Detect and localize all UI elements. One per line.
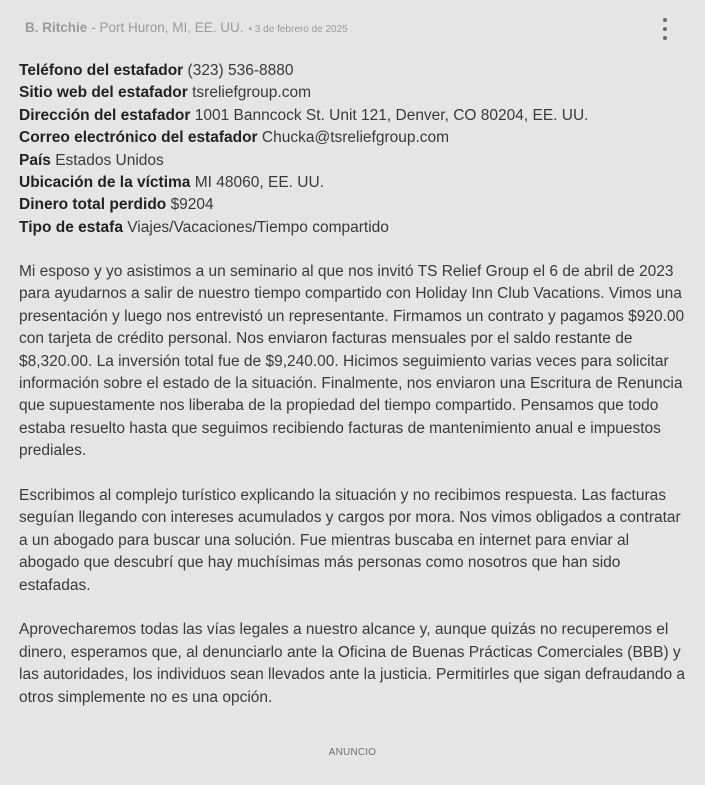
detail-value: Chucka@tsreliefgroup.com xyxy=(261,129,450,147)
story-paragraph: Aprovecharemos todas las vías legales a nuestro alcance y, aunque quizás no recuperemos el dinero, esperamos que, al denunciarlo ante la Oficina de Buenas Prácticas Comerciales (BBB) y las autoridades, los individuos sean llevados ante la justicia. Permitirles que sigan defraudando a otros simplemente no es una opción. xyxy=(19,621,686,706)
detail-value: $9204 xyxy=(170,196,214,214)
detail-value: Estados Unidos xyxy=(55,151,164,169)
detail-row-scammer-email xyxy=(19,127,689,149)
detail-label: Correo electrónico del estafador xyxy=(19,129,258,147)
post-date: • 3 de febrero de 2025 xyxy=(248,24,348,35)
author-location: - Port Huron, MI, EE. UU. xyxy=(91,20,244,35)
detail-row-country xyxy=(19,150,689,172)
ad-label: ANUNCIO xyxy=(328,747,377,758)
menu-dot xyxy=(663,27,667,31)
scam-details xyxy=(19,60,689,239)
detail-row-scammer-phone xyxy=(19,60,689,82)
story-paragraph: Escribimos al complejo turístico explicando la situación y no recibimos respuesta. Las facturas seguían llegando con intereses acumulados y cargos por mora. Nos vimos obligados a contratar a un abogado para buscar una solución. Fue mientras buscaba en internet para enviar al abogado que descubrí que hay muchísimas más personas como nosotros que han sido estafadas. xyxy=(19,487,681,594)
detail-row-victim-location xyxy=(19,172,689,194)
author-name[interactable]: B. Ritchie xyxy=(25,20,88,35)
post-header xyxy=(25,20,665,42)
menu-dot xyxy=(663,18,667,22)
detail-row-money-lost xyxy=(19,194,689,216)
more-vertical-icon[interactable] xyxy=(659,18,671,40)
detail-value: 1001 Banncock St. Unit 121, Denver, CO 80204, EE. UU. xyxy=(194,106,589,124)
story-paragraph: Mi esposo y yo asistimos a un seminario al que nos invitó TS Relief Group el 6 de abril de 2023 para ayudarnos a salir de nuestro tiempo compartido con Holiday Inn Club Vacations. Vimos una presentación y luego nos entrevistó un representante. Firmamos un contrato y pagamos $920.00 con tarjeta de crédito personal. Nos enviaron facturas mensuales por el saldo restante de $8,320.00. La inversión total fue de $9,240.00. Hicimos seguimiento varias veces para solicitar información sobre el estado de la situación. Finalmente, nos enviaron una Escritura de Renuncia que supuestamente nos liberaba de la propiedad del tiempo compartido. Pensamos que todo estaba resuelto hasta que seguimos recibiendo facturas de mantenimiento anual e impuestos prediales. xyxy=(19,263,685,460)
detail-label: Ubicación de la víctima xyxy=(19,174,191,192)
detail-label: Tipo de estafa xyxy=(19,218,123,236)
detail-label: Dirección del estafador xyxy=(19,106,191,124)
detail-row-scam-type xyxy=(19,217,689,239)
detail-label: Sitio web del estafador xyxy=(19,84,188,102)
detail-row-scammer-address xyxy=(19,105,689,127)
detail-row-scammer-website xyxy=(19,82,689,104)
detail-value: (323) 536-8880 xyxy=(187,62,294,79)
detail-value: MI 48060, EE. UU. xyxy=(194,174,324,192)
detail-label: País xyxy=(19,151,51,169)
detail-label: Dinero total perdido xyxy=(19,196,167,214)
detail-value: Viajes/Vacaciones/Tiempo compartido xyxy=(127,218,389,236)
report-story xyxy=(19,261,689,731)
menu-dot xyxy=(663,36,667,40)
detail-value: tsreliefgroup.com xyxy=(192,84,312,102)
detail-label: Teléfono del estafador xyxy=(19,62,184,79)
